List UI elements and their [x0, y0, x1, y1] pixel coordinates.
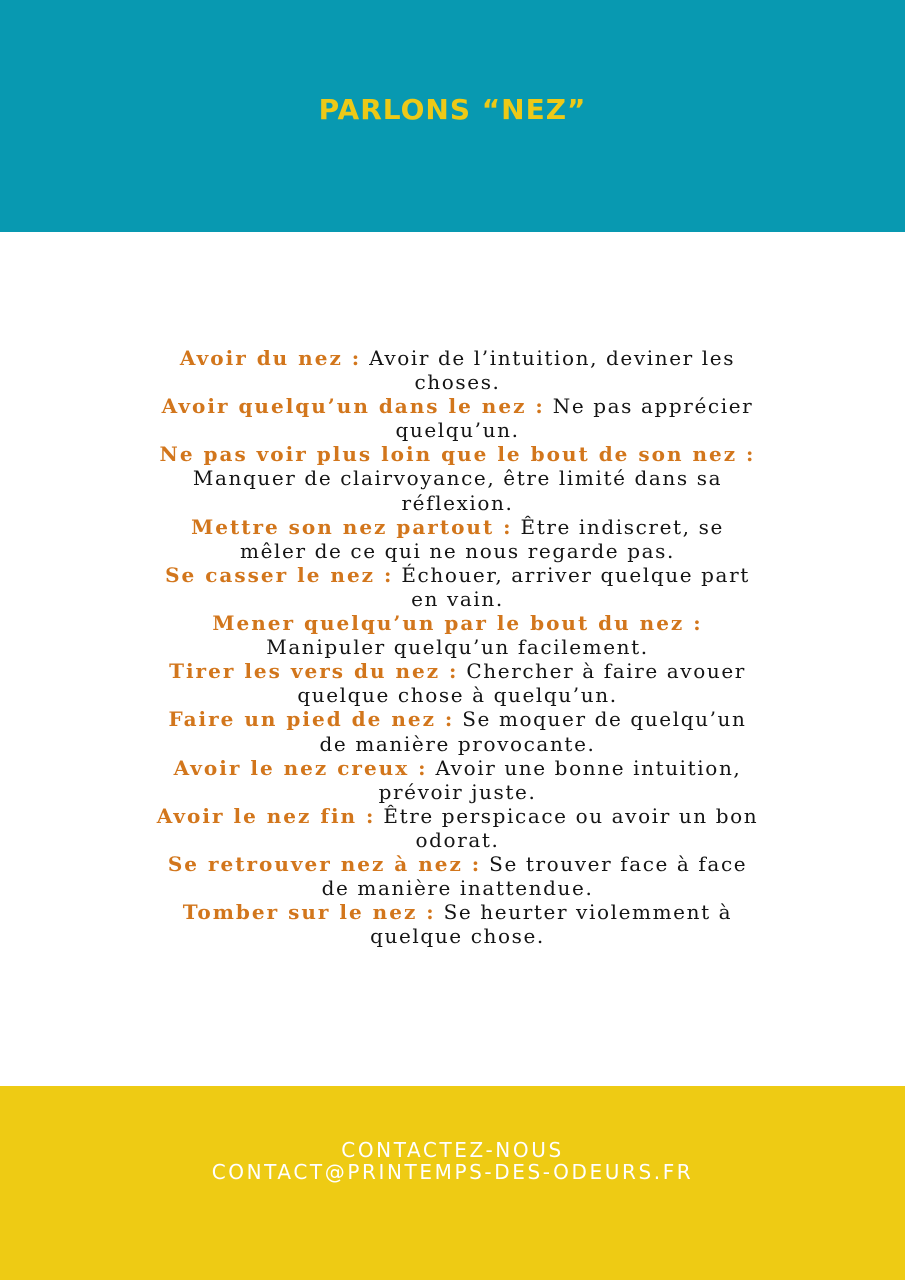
expression-term: Mener quelqu’un par le bout du nez :	[212, 611, 703, 636]
expression-term: Mettre son nez partout :	[191, 514, 513, 539]
expression-entry	[155, 563, 760, 611]
expression-definition: Se moquer de quelqu’un de manière provocante.	[319, 707, 747, 756]
expression-entry	[155, 346, 760, 394]
expression-definition: Échouer, arriver quelque part en vain.	[393, 562, 750, 611]
expression-term: Tomber sur le nez :	[182, 900, 436, 925]
expression-entry	[155, 442, 760, 514]
expression-definition: Ne pas apprécier quelqu’un.	[395, 394, 754, 443]
expression-term: Avoir le nez creux :	[173, 755, 428, 780]
expression-definition: Manquer de clairvoyance, être limité dans sa réflexion.	[192, 466, 723, 515]
expression-entry	[155, 804, 760, 852]
expression-term: Avoir le nez fin :	[156, 803, 376, 828]
footer-banner	[0, 1086, 905, 1280]
expression-definition: Manipuler quelqu’un facilement.	[266, 635, 649, 660]
expression-entry	[155, 659, 760, 707]
contact-heading: CONTACTEZ-NOUS	[341, 1138, 564, 1162]
page-title: PARLONS “NEZ”	[318, 93, 587, 126]
expression-definition: Se trouver face à face de manière inattendue.	[321, 851, 748, 901]
expression-entry	[155, 852, 760, 900]
expression-term: Avoir du nez :	[179, 346, 362, 370]
expression-term: Tirer les vers du nez :	[169, 659, 459, 684]
expression-term: Se retrouver nez à nez :	[167, 851, 482, 876]
expressions-list	[155, 346, 760, 948]
expression-definition: Avoir une bonne intuition, prévoir juste.	[378, 755, 742, 804]
header-banner	[0, 0, 905, 232]
expression-term: Se casser le nez :	[165, 562, 394, 587]
contact-email-link[interactable]: CONTACT@PRINTEMPS-DES-ODEURS.FR	[211, 1160, 694, 1184]
expression-term: Ne pas voir plus loin que le bout de son nez :	[159, 442, 756, 467]
expression-entry	[155, 611, 760, 659]
expression-definition: Se heurter violemment à quelque chose.	[370, 900, 733, 949]
expression-definition: Être indiscret, se mêler de ce qui ne nous regarde pas.	[240, 514, 724, 563]
expression-term: Avoir quelqu’un dans le nez :	[161, 394, 545, 419]
expression-definition: Être perspicace ou avoir un bon odorat.	[375, 803, 759, 852]
expression-entry	[155, 394, 760, 442]
expression-definition: Chercher à faire avouer quelque chose à quelqu’un.	[297, 659, 746, 708]
expression-term: Faire un pied de nez :	[168, 707, 455, 732]
expression-entry	[155, 756, 760, 804]
expression-entry	[155, 900, 760, 948]
expression-entry	[155, 707, 760, 755]
expression-entry	[155, 515, 760, 563]
expression-definition: Avoir de l’intuition, deviner les choses.	[361, 346, 736, 395]
